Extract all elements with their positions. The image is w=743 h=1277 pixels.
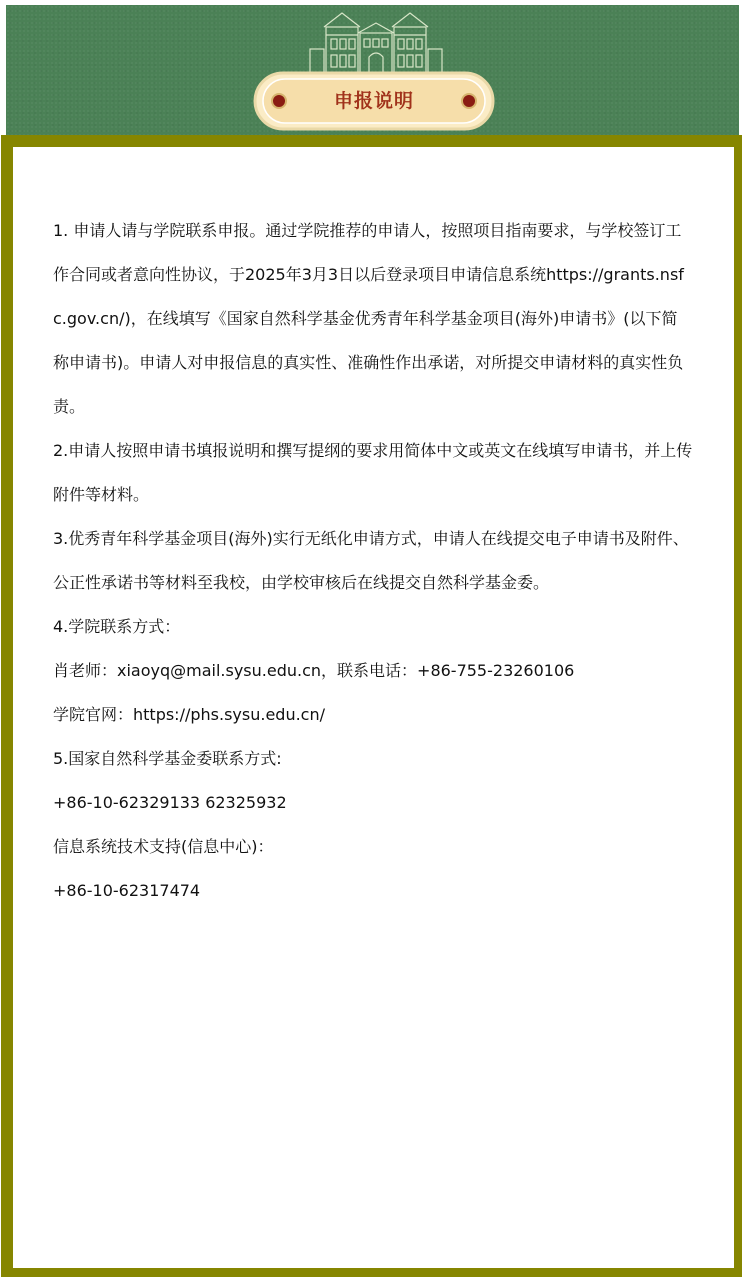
paragraph-1: 1. 申请人请与学院联系申报。通过学院推荐的申请人，按照项目指南要求，与学校签订工作合同或者意向性协议，于2025年3月3日以后登录项目申请信息系统https://grants.nsfc.gov.cn/)，在线填写《国家自然科学基金优秀青年科学基金项目(海外)申请书》(以下简称申请书)。申请人对申报信息的真实性、准确性作出承诺，对所提交申请材料的真实性负责。	[53, 221, 684, 416]
announcement-text	[53, 209, 693, 913]
nsfc-contact-heading: 5.国家自然科学基金委联系方式:	[53, 749, 282, 768]
contact-heading: 4.学院联系方式：	[53, 617, 181, 636]
tech-support-phone: +86-10-62317474	[53, 881, 201, 900]
paragraph-3: 3.优秀青年科学基金项目(海外)实行无纸化申请方式，申请人在线提交电子申请书及附件、公正性承诺书等材料至我校，由学校审核后在线提交自然科学基金委。	[53, 529, 689, 592]
header-banner	[6, 5, 739, 135]
building-icon	[306, 5, 446, 75]
college-website: 学院官网：https://phs.sysu.edu.cn/	[53, 705, 325, 724]
paragraph-2: 2.申请人按照申请书填报说明和撰写提纲的要求用简体中文或英文在线填写申请书，并上传附件等材料。	[53, 441, 693, 504]
contact-teacher: 肖老师：xiaoyq@mail.sysu.edu.cn，联系电话：+86-755-23260106	[53, 661, 575, 680]
nsfc-phone: +86-10-62329133 62325932	[53, 793, 287, 812]
page-title: 申报说明	[333, 90, 414, 112]
tech-support-heading: 信息系统技术支持(信息中心)：	[53, 837, 274, 856]
content-frame	[1, 135, 742, 1277]
content-panel	[13, 147, 734, 1268]
